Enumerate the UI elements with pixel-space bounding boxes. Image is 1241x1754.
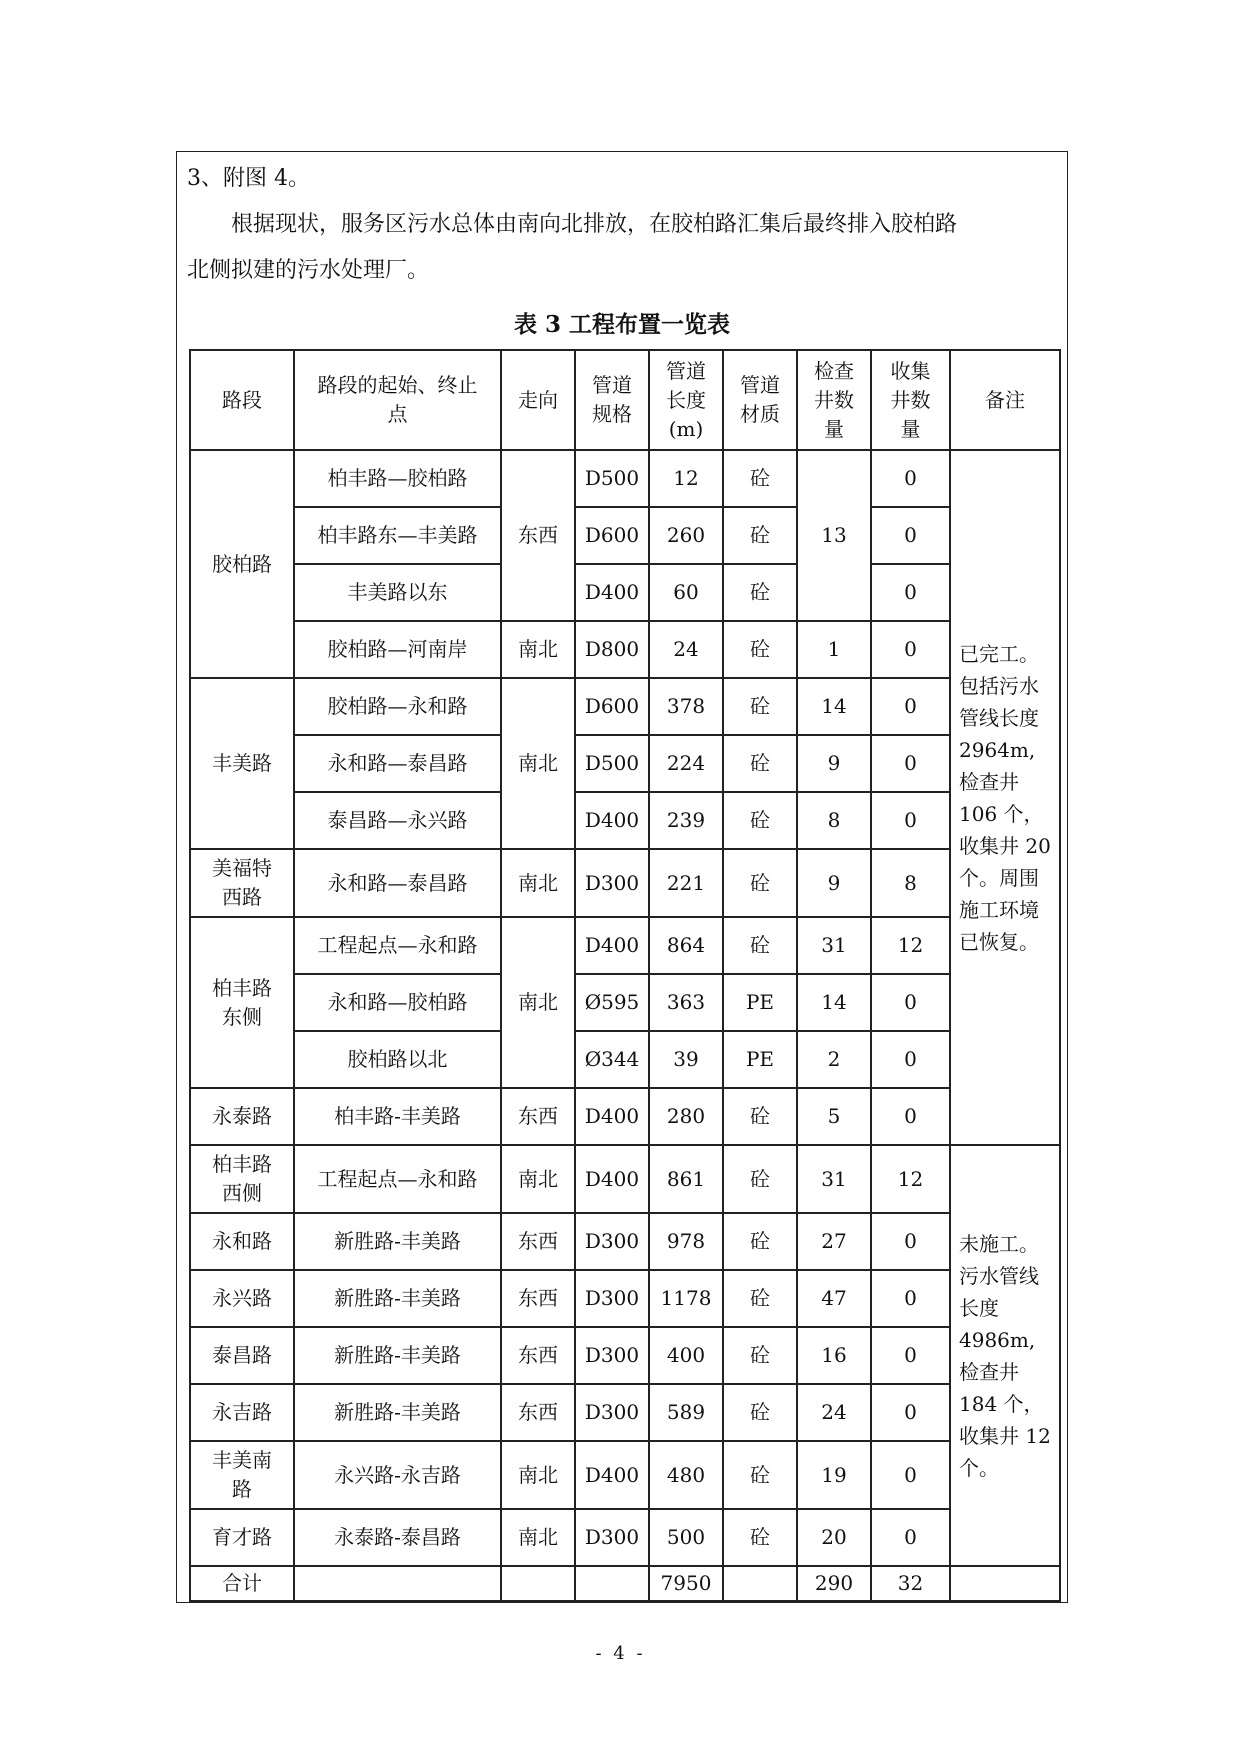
cell-inspection: 5 [797,1088,871,1145]
cell-range: 新胜路-丰美路 [294,1384,501,1441]
cell-direction: 南北 [501,678,575,849]
table-row [190,450,1060,507]
cell-length: 363 [649,974,723,1031]
total-inspection: 290 [797,1566,871,1601]
table-row [190,1327,1060,1384]
cell-segment: 永和路 [190,1213,294,1270]
note-completed: 已完工。包括污水管线长度2964m,检查井 106 个，收集井 20 个。周围施工环境已恢复。 [950,450,1060,1145]
cell-inspection: 9 [797,735,871,792]
table-row [190,621,1060,678]
table-row [190,974,1060,1031]
cell-inspection: 24 [797,1384,871,1441]
cell-collection: 0 [871,1270,950,1327]
cell-spec: D600 [575,507,649,564]
cell-spec: D500 [575,735,649,792]
cell-spec: D300 [575,849,649,917]
cell-collection: 0 [871,1088,950,1145]
cell-inspection: 14 [797,678,871,735]
cell-collection: 0 [871,1213,950,1270]
cell-collection: 0 [871,1384,950,1441]
total-direction-empty [501,1566,575,1601]
header-length: 管道长度(m) [649,350,723,450]
cell-segment: 永吉路 [190,1384,294,1441]
cell-spec: D300 [575,1509,649,1566]
table-row [190,1145,1060,1213]
cell-range: 新胜路-丰美路 [294,1213,501,1270]
cell-spec: D400 [575,564,649,621]
cell-segment: 柏丰路西侧 [190,1145,294,1213]
cell-material: 砼 [723,1384,797,1441]
total-collection: 32 [871,1566,950,1601]
cell-range: 柏丰路东—丰美路 [294,507,501,564]
cell-range: 工程起点—永和路 [294,1145,501,1213]
cell-segment: 丰美南路 [190,1441,294,1509]
cell-material: 砼 [723,849,797,917]
cell-segment: 育才路 [190,1509,294,1566]
intro-line-2: 根据现状，服务区污水总体由南向北排放，在胶柏路汇集后最终排入胶柏路 [187,212,958,237]
cell-inspection: 9 [797,849,871,917]
cell-collection: 0 [871,792,950,849]
cell-direction: 南北 [501,917,575,1088]
cell-collection: 12 [871,1145,950,1213]
cell-material: 砼 [723,1270,797,1327]
cell-length: 864 [649,917,723,974]
cell-direction: 东西 [501,450,575,621]
table-row [190,735,1060,792]
cell-length: 39 [649,1031,723,1088]
cell-length: 12 [649,450,723,507]
cell-collection: 0 [871,678,950,735]
cell-material: 砼 [723,1441,797,1509]
cell-collection: 0 [871,735,950,792]
cell-length: 224 [649,735,723,792]
cell-spec: D500 [575,450,649,507]
cell-spec: D400 [575,1145,649,1213]
cell-inspection: 8 [797,792,871,849]
cell-direction: 南北 [501,849,575,917]
cell-length: 378 [649,678,723,735]
table-row [190,1088,1060,1145]
cell-range: 永兴路-永吉路 [294,1441,501,1509]
header-row [190,350,1060,450]
table-row [190,678,1060,735]
table-row [190,1441,1060,1509]
cell-direction: 东西 [501,1270,575,1327]
cell-spec: D800 [575,621,649,678]
cell-spec: D400 [575,1441,649,1509]
cell-range: 胶柏路以北 [294,1031,501,1088]
cell-direction: 东西 [501,1088,575,1145]
cell-length: 60 [649,564,723,621]
cell-range: 永和路—泰昌路 [294,735,501,792]
cell-material: 砼 [723,1509,797,1566]
cell-range: 柏丰路-丰美路 [294,1088,501,1145]
cell-direction: 南北 [501,1441,575,1509]
cell-length: 400 [649,1327,723,1384]
layout-table [189,349,1061,1602]
cell-length: 861 [649,1145,723,1213]
header-note: 备注 [950,350,1060,450]
total-spec-empty [575,1566,649,1601]
cell-collection: 0 [871,1441,950,1509]
cell-range: 新胜路-丰美路 [294,1327,501,1384]
header-segment: 路段 [190,350,294,450]
cell-segment: 柏丰路东侧 [190,917,294,1088]
cell-range: 永和路—胶柏路 [294,974,501,1031]
cell-collection: 12 [871,917,950,974]
cell-material: 砼 [723,1213,797,1270]
cell-length: 260 [649,507,723,564]
cell-material: 砼 [723,792,797,849]
cell-inspection: 2 [797,1031,871,1088]
cell-inspection: 20 [797,1509,871,1566]
cell-direction: 东西 [501,1384,575,1441]
cell-material: PE [723,1031,797,1088]
cell-range: 胶柏路—永和路 [294,678,501,735]
cell-inspection: 14 [797,974,871,1031]
table-row [190,792,1060,849]
cell-collection: 0 [871,1031,950,1088]
cell-segment: 丰美路 [190,678,294,849]
table-row [190,849,1060,917]
cell-range: 丰美路以东 [294,564,501,621]
total-length: 7950 [649,1566,723,1601]
note-pending: 未施工。污水管线长度4986m,检查井 184 个，收集井 12 个。 [950,1145,1060,1566]
header-inspection: 检查井数量 [797,350,871,450]
cell-length: 24 [649,621,723,678]
total-range-empty [294,1566,501,1601]
total-label: 合计 [190,1566,294,1601]
page-number: - 4 - [595,1643,646,1664]
cell-material: 砼 [723,1088,797,1145]
cell-length: 280 [649,1088,723,1145]
cell-inspection: 13 [797,450,871,621]
cell-inspection: 31 [797,1145,871,1213]
cell-segment: 永兴路 [190,1270,294,1327]
cell-material: 砼 [723,735,797,792]
total-row [190,1566,1060,1601]
cell-length: 978 [649,1213,723,1270]
cell-inspection: 31 [797,917,871,974]
cell-collection: 0 [871,450,950,507]
cell-spec: D300 [575,1327,649,1384]
cell-material: 砼 [723,678,797,735]
cell-material: 砼 [723,564,797,621]
cell-spec: Ø344 [575,1031,649,1088]
cell-spec: Ø595 [575,974,649,1031]
table-row [190,1509,1060,1566]
cell-collection: 0 [871,564,950,621]
cell-direction: 东西 [501,1213,575,1270]
cell-spec: D400 [575,1088,649,1145]
header-spec: 管道规格 [575,350,649,450]
cell-length: 480 [649,1441,723,1509]
table-caption: 表 3 工程布置一览表 [513,311,731,338]
cell-range: 永和路—泰昌路 [294,849,501,917]
table-row [190,564,1060,621]
cell-length: 239 [649,792,723,849]
table-row [190,1213,1060,1270]
table-row [190,917,1060,974]
cell-spec: D600 [575,678,649,735]
cell-collection: 0 [871,507,950,564]
cell-collection: 0 [871,1327,950,1384]
table-row [190,507,1060,564]
cell-material: 砼 [723,1145,797,1213]
cell-material: 砼 [723,621,797,678]
cell-range: 永泰路-泰昌路 [294,1509,501,1566]
total-note-empty [950,1566,1060,1601]
cell-range: 新胜路-丰美路 [294,1270,501,1327]
cell-collection: 8 [871,849,950,917]
cell-length: 589 [649,1384,723,1441]
header-collection: 收集井数量 [871,350,950,450]
cell-material: PE [723,974,797,1031]
cell-material: 砼 [723,1327,797,1384]
cell-segment: 美福特西路 [190,849,294,917]
cell-spec: D300 [575,1213,649,1270]
cell-direction: 南北 [501,1145,575,1213]
cell-length: 1178 [649,1270,723,1327]
cell-segment: 泰昌路 [190,1327,294,1384]
cell-direction: 南北 [501,1509,575,1566]
cell-segment: 永泰路 [190,1088,294,1145]
cell-range: 泰昌路—永兴路 [294,792,501,849]
header-direction: 走向 [501,350,575,450]
cell-length: 500 [649,1509,723,1566]
cell-inspection: 19 [797,1441,871,1509]
intro-line-1: 3、附图 4。 [187,166,310,191]
header-range: 路段的起始、终止点 [294,350,501,450]
cell-direction: 东西 [501,1327,575,1384]
cell-segment: 胶柏路 [190,450,294,678]
cell-range: 工程起点—永和路 [294,917,501,974]
table-row [190,1031,1060,1088]
table-row [190,1270,1060,1327]
cell-range: 柏丰路—胶柏路 [294,450,501,507]
cell-collection: 0 [871,974,950,1031]
cell-material: 砼 [723,917,797,974]
intro-line-3: 北侧拟建的污水处理厂。 [187,258,430,283]
table-row [190,1384,1060,1441]
cell-material: 砼 [723,450,797,507]
cell-collection: 0 [871,621,950,678]
cell-inspection: 27 [797,1213,871,1270]
total-material-empty [723,1566,797,1601]
cell-spec: D400 [575,792,649,849]
cell-inspection: 1 [797,621,871,678]
cell-length: 221 [649,849,723,917]
cell-spec: D300 [575,1270,649,1327]
cell-inspection: 47 [797,1270,871,1327]
cell-collection: 0 [871,1509,950,1566]
cell-direction: 南北 [501,621,575,678]
header-material: 管道材质 [723,350,797,450]
cell-spec: D400 [575,917,649,974]
cell-range: 胶柏路—河南岸 [294,621,501,678]
cell-inspection: 16 [797,1327,871,1384]
cell-material: 砼 [723,507,797,564]
cell-spec: D300 [575,1384,649,1441]
